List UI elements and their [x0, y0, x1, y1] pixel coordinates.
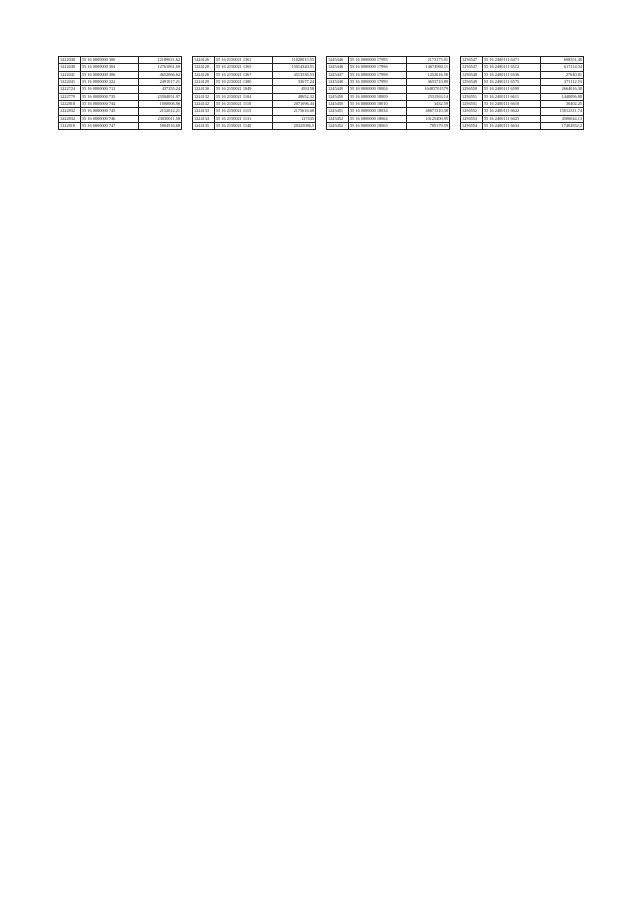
table-row — [59, 93, 182, 100]
table-cell-id: 1245448 — [327, 79, 349, 86]
table-cell-amount: 2175616,68 — [273, 108, 316, 115]
table-row — [461, 123, 584, 130]
table-cell-id: 1224134 — [193, 115, 215, 122]
table-cell-id: 1245452 — [327, 115, 349, 122]
table-cell-id: 1256551 — [461, 93, 483, 100]
table-cell-id: 1224130 — [193, 86, 215, 93]
table-cell-code: 55 16 2400111 6512 — [483, 64, 541, 71]
table-cell-amount: 2071696,44 — [273, 101, 316, 108]
table-cell-id: 1224132 — [193, 101, 215, 108]
table-cell-code: 55 16 0000000 306 — [81, 71, 139, 78]
table-cell-code: 55 16 0000000 18064 — [349, 115, 407, 122]
table-cell-id: 1224135 — [193, 123, 215, 130]
table-cell-id: 1256547 — [461, 64, 483, 71]
table-cell-id: 1245451 — [327, 108, 349, 115]
table-cell-code: 55 16 0000000 18004 — [349, 86, 407, 93]
table-cell-amount: 1000006,96 — [139, 101, 182, 108]
table-row — [461, 115, 584, 122]
table-cell-amount: 1440096,88 — [541, 93, 584, 100]
table-cell-amount: 23030011,58 — [139, 115, 182, 122]
table-cell-id: 1224126 — [193, 57, 215, 64]
table-cell-code: 55 16 0000000 18009 — [349, 93, 407, 100]
table-cell-code: 55 16 0000000 18010 — [349, 101, 407, 108]
table-cell-amount: 12189021,62 — [139, 57, 182, 64]
table-cell-amount: 785179,59 — [407, 123, 450, 130]
table-row — [59, 108, 182, 115]
table-row — [327, 115, 450, 122]
table-cell-id: 1222832 — [59, 115, 81, 122]
table-cell-amount: 2152012,21 — [139, 108, 182, 115]
table-row — [193, 115, 316, 122]
table-cell-code: 55 16 2150021 1049 — [215, 86, 273, 93]
table-cell-code: 55 16 0000000 744 — [81, 101, 139, 108]
table-cell-code: 55 16 0000000 17999 — [349, 79, 407, 86]
table-row — [193, 64, 316, 71]
table-row — [59, 79, 182, 86]
table-row — [193, 93, 316, 100]
table-cell-code: 55 16 2150021 1361 — [215, 57, 273, 64]
table-cell-amount: 493158 — [273, 86, 316, 93]
table-block-3-rows — [326, 56, 450, 130]
table-cell-id: 1222818 — [59, 123, 81, 130]
table-cell-id: 1224133 — [193, 108, 215, 115]
table-row — [461, 86, 584, 93]
table-cell-id: 1222041 — [59, 79, 81, 86]
table-row — [461, 57, 584, 64]
table-cell-code: 55 16 2150021 1115 — [215, 108, 273, 115]
table-cell-code: 55 16 0000000 306 — [81, 57, 139, 64]
table-cell-id: 1224132 — [193, 93, 215, 100]
table-cell-id: 1245449 — [327, 86, 349, 93]
table-row — [193, 108, 316, 115]
table-row — [59, 123, 182, 130]
table-row — [193, 101, 316, 108]
table-cell-amount: 2531563,14 — [407, 93, 450, 100]
table-cell-code: 55 16 2400111 6622 — [483, 108, 541, 115]
table-block-2-rows — [192, 56, 316, 130]
table-row — [59, 86, 182, 93]
table-row — [461, 93, 584, 100]
table-cell-code: 55 16 2150021 1104 — [215, 93, 273, 100]
table-cell-id: 1222724 — [59, 86, 81, 93]
table-cell-code: 55 16 2150021 1380 — [215, 79, 273, 86]
table-cell-code: 55 16 2150021 1131 — [215, 115, 273, 122]
table-cell-amount: 437355,24 — [139, 86, 182, 93]
table-cell-id: 1256547 — [461, 57, 483, 64]
table-cell-code: 55 16 0000000 18034 — [349, 108, 407, 115]
table-row — [193, 79, 316, 86]
table-cell-amount: 5004516,68 — [139, 123, 182, 130]
table-cell-id: 1224126 — [193, 71, 215, 78]
table-cell-amount: 48671310,38 — [407, 108, 450, 115]
table-block-1 — [58, 56, 180, 850]
table-cell-amount: 10125400,95 — [407, 115, 450, 122]
table-row — [59, 57, 182, 64]
table-cell-code: 55 16 2150021 1365 — [215, 64, 273, 71]
table-cell-amount: 617114,34 — [541, 64, 584, 71]
table-cell-code: 55 16 2150021 1367 — [215, 71, 273, 78]
table-row — [193, 71, 316, 78]
table-cell-code: 55 16 2400111 6634 — [483, 123, 541, 130]
table-cell-id: 1256548 — [461, 71, 483, 78]
table-cell-amount: 15012311,74 — [541, 108, 584, 115]
table-cell-code: 55 16 2400111 6536 — [483, 71, 541, 78]
table-cell-code: 55 16 2400111 6611 — [483, 93, 541, 100]
table-cell-code: 55 16 2400111 6618 — [483, 101, 541, 108]
table-row — [59, 64, 182, 71]
table-cell-id: 1222041 — [59, 71, 81, 78]
table-cell-code: 55 16 0000000 17996 — [349, 64, 407, 71]
table-cell-id: 1245446 — [327, 64, 349, 71]
table-cell-code: 55 16 0000000 745 — [81, 108, 139, 115]
table-cell-id: 1256552 — [461, 108, 483, 115]
table-cell-amount: 14674960,11 — [407, 64, 450, 71]
table-row — [193, 57, 316, 64]
table-cell-code: 55 16 2400111 6599 — [483, 86, 541, 93]
table-row — [461, 79, 584, 86]
table-cell-code: 55 16 2400111 6575 — [483, 79, 541, 86]
table-cell-id: 1245450 — [327, 101, 349, 108]
data-table — [58, 56, 582, 850]
table-cell-id: 1256549 — [461, 79, 483, 86]
table-cell-amount: 33677,24 — [273, 79, 316, 86]
table-cell-id: 1224129 — [193, 79, 215, 86]
table-cell-code: 55 16 2150021 1140 — [215, 123, 273, 130]
table-cell-code: 55 16 2150021 1110 — [215, 101, 273, 108]
table-cell-amount: 30402,25 — [541, 101, 584, 108]
table-cell-code: 55 16 0000000 17998 — [349, 71, 407, 78]
table-row — [59, 71, 182, 78]
table-cell-amount: 23504051,97 — [139, 93, 182, 100]
table-row — [193, 123, 316, 130]
table-row — [461, 64, 584, 71]
table-row — [327, 79, 450, 86]
table-cell-amount: 27640,81 — [541, 71, 584, 78]
table-row — [193, 86, 316, 93]
table-cell-id: 1222040 — [59, 57, 81, 64]
table-cell-id: 1224128 — [193, 64, 215, 71]
table-cell-code: 55 16 2400111 6625 — [483, 115, 541, 122]
table-row — [461, 108, 584, 115]
table-cell-id: 1256551 — [461, 101, 483, 108]
table-row — [327, 123, 450, 130]
table-row — [59, 115, 182, 122]
table-row — [327, 86, 450, 93]
table-cell-id: 1222040 — [59, 64, 81, 71]
table-cell-amount: 20325086,5 — [273, 123, 316, 130]
table-cell-amount: 4653710,89 — [407, 79, 450, 86]
table-row — [461, 101, 584, 108]
table-cell-amount: 698351,46 — [541, 57, 584, 64]
table-cell-amount: 15014340,51 — [273, 64, 316, 71]
table-cell-id: 1222779 — [59, 93, 81, 100]
table-cell-amount: 4652066,62 — [139, 71, 182, 78]
table-cell-code: 55 16 0000000 747 — [81, 123, 139, 130]
table-row — [327, 93, 450, 100]
table-cell-code: 55 16 0000000 746 — [81, 115, 139, 122]
table-cell-code: 55 16 0000000 322 — [81, 79, 139, 86]
table-cell-id: 1222818 — [59, 101, 81, 108]
table-cell-amount: 12761061,69 — [139, 64, 182, 71]
table-block-1-rows — [58, 56, 182, 130]
table-cell-id: 1256550 — [461, 86, 483, 93]
table-block-4-rows — [460, 56, 584, 130]
table-cell-id: 1256553 — [461, 115, 483, 122]
table-cell-amount: 2491017,21 — [139, 79, 182, 86]
table-cell-code: 55 16 0000000 18065 — [349, 123, 407, 130]
table-cell-code: 55 16 0000000 712 — [81, 86, 139, 93]
table-cell-amount: 4513536,53 — [273, 71, 316, 78]
table-row — [327, 64, 450, 71]
table-cell-amount: 1252616,58 — [407, 71, 450, 78]
table-row — [461, 71, 584, 78]
table-cell-amount: 17402852,2 — [541, 123, 584, 130]
table-cell-id: 1256554 — [461, 123, 483, 130]
table-cell-id: 1245446 — [327, 57, 349, 64]
table-row — [327, 57, 450, 64]
table-row — [327, 71, 450, 78]
table-cell-amount: 2664016,38 — [541, 86, 584, 93]
table-block-3 — [326, 56, 448, 850]
table-cell-amount: 2173175,01 — [407, 57, 450, 64]
table-cell-code: 55 16 0000000 17995 — [349, 57, 407, 64]
table-row — [327, 108, 450, 115]
table-cell-amount: 4500044,13 — [541, 115, 584, 122]
table-cell-amount: 48652,32 — [273, 93, 316, 100]
table-block-4 — [460, 56, 582, 850]
table-cell-amount: 127435 — [273, 115, 316, 122]
table-row — [59, 101, 182, 108]
table-cell-amount: 371112,53 — [541, 79, 584, 86]
table-block-2 — [192, 56, 314, 850]
table-cell-code: 55 16 0000000 304 — [81, 64, 139, 71]
table-cell-code: 55 16 0000000 735 — [81, 93, 139, 100]
table-cell-amount: 16485701579 — [407, 86, 450, 93]
table-cell-amount: 3432,59 — [407, 101, 450, 108]
table-cell-id: 1245450 — [327, 93, 349, 100]
table-cell-id: 1222832 — [59, 108, 81, 115]
table-cell-amount: 11020015,55 — [273, 57, 316, 64]
table-cell-code: 55 16 2400111 6471 — [483, 57, 541, 64]
table-row — [327, 101, 450, 108]
table-cell-id: 1245452 — [327, 123, 349, 130]
table-cell-id: 1245447 — [327, 71, 349, 78]
